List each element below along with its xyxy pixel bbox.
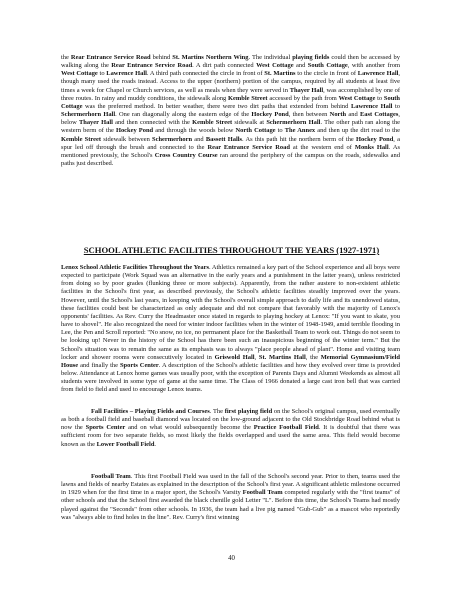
section-heading: SCHOOL ATHLETIC FACILITIES THROUGHOUT THE YEARS (1927-1971) [83, 245, 380, 255]
body-paragraph-3: Fall Facilities – Playing Fields and Courses. The first playing field on the School's original campus, used eventually as both a football field and baseball diamond was located on the low-ground adjacent to the Old Stockbridge Road behind what is now the Sports Center and on what would subsequently become the Practice Football Field. It is doubtful that there was sufficient room for two separate fields, so most likely the fields overlapped and used the same area. This field would become known as the Lower Football Field. [61, 408, 400, 448]
body-paragraph-1: the Rear Entrance Service Road behind St. Martins Northern Wing. The individual playing fields could then be accessed by walking along the Rear Entrance Service Road. A dirt path connected West Cottage and South Cottage, with another from West Cottage to Lawrence Hall. A third path connected the circle in front of St. Martins to the circle in front of Lawrence Hall, though many used the roads instead. Access to the upper (northern) portion of the campus, required by all students at least five times a week for Chapel or Church services, as well as meals when they were served in Thayer Hall, was accomplished by one of three routes. In rainy and muddy conditions, the sidewalk along Kemble Street accessed by the path from West Cottage to South Cottage was the preferred method. In better weather, there were two dirt paths that extended from behind Lawrence Hall to Schermerhorn Hall. One ran diagonally along the eastern edge of the Hockey Pond, then between North and East Cottages, below Thayer Hall and then connected with the Kemble Street sidewalk at Schermerhorn Hall. The other path ran along the western berm of the Hockey Pond and through the woods below North Cottage to The Annex and then up the dirt road to the Kemble Street sidewalk between Schermerhorn and Bassett Halls. As this path hit the northern berm of the Hockey Pond, a spur led off through the brush and connected to the Rear Entrance Service Road at the western end of Monks Hall. As mentioned previously, the School's Cross Country Course ran around the periphery of the campus on the roads, sidewalks and paths just described. [61, 54, 401, 168]
body-paragraph-4: Football Team. This first Football Field was used in the fall of the School's second year. Prior to then, teams used the lawns and fields of nearby Estates as explained in the description of the School's first year. A significant athletic milestone occurred in 1929 when for the first time in a major sport, the School's Varsity Football Team competed regularly with the "first teams" of other schools and that the School first awarded the black chenille gold Letter "L". Before this time, the School's Teams had mostly played against the "Seconds" from other schools. In 1936, the team had a live pig named "Gub-Gub" as a mascot who reportedly was "always able to find holes in the line". Rev. Curry's first winning [61, 473, 401, 521]
body-paragraph-2: Lenox School Athletic Facilities Throughout the Years. Athletics remained a key part of the School experience and all boys were expected to participate (Work Squad was an alternative in the early years and a punishment in the latter years), unless restricted from doing so by poor grades (flunking three or more subjects). Apparently, from the rather austere to non-existent athletic facilities in the School's first year, as described previously, the School's athletic facilities steadily improved over the years. However, until the School's last years, in keeping with the School's overall simple approach to daily life and its unendowed status, these facilities could best be characterized as only adequate and did not compare that favorably with the majority of Lenox's opponents' facilities. As Rev. Curry the Headmaster once stated in regards to playing hockey at Lenox: "If you want to skate, you have to shovel". He also recognized the need for winter indoor facilities when in the winter of 1948-1949, amid terrible flooding in Lee, the Pen and Scroll reported: "No snow, no ice, no permanent place for the Basketball Team to work out. Things do not seem to be looking up! Never in the history of the School has there been such an inauspicious beginning of the winter term." But the School's situation was to remain the same as its emphasis was to always "place people ahead of plant". Home and visiting team locker and shower rooms were consecutively located in Griswold Hall, St. Martins Hall, the Memorial Gymnasium/Field House and finally the Sports Center. A description of the School's athletic facilities and how they evolved over time is provided below. Attendance at Lenox home games was usually poor, with the exception of Parents Days and Alumni Weekends as almost all students were involved in some type of game at the same time. The Class of 1966 donated a large cast iron bell that was carried from field to field and used to encourage Lenox teams. [61, 264, 400, 394]
page-number: 40 [228, 555, 235, 562]
